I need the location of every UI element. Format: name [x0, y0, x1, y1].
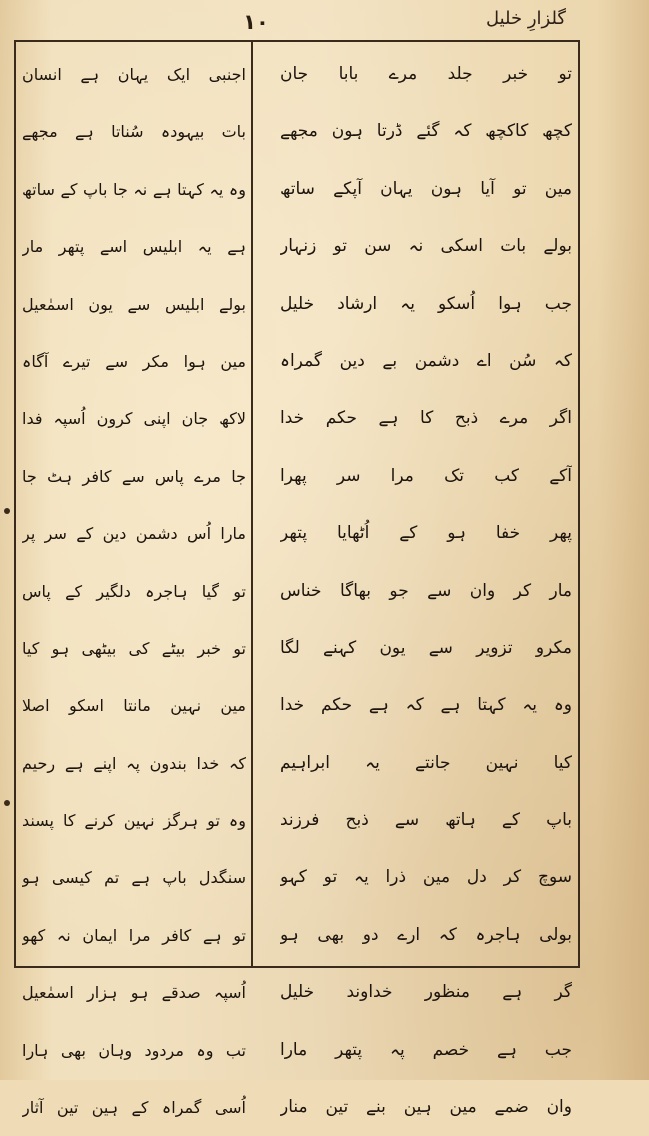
verse-line: ہے یہ ابلیس اسے پتھر مار: [22, 237, 246, 257]
verse-line: وہ یہ کہتا ہے نہ جا باپ کے ساتھ: [22, 179, 246, 199]
verse-line: بولے ابلیس سے یون اسمٰعیل: [22, 294, 246, 314]
verse-line: جا مرے پاس سے کافر ہٹ جا: [22, 466, 246, 486]
verse-line: سنگدل باپ ہے تم کیسی ہو: [22, 868, 246, 888]
verse-line: وہ تو ہرگز نہین کرنے کا پسند: [22, 811, 246, 831]
verse-line: اُسپہ صدقے ہو ہزار اسمٰعیل: [22, 983, 246, 1003]
verse-line: کہ خدا بندون پہ اپنے ہے رحیم: [22, 753, 246, 773]
verse-line: مارا اُس دشمن دین کے سر پر: [22, 524, 246, 544]
verse-line: آکے کب تک مرا سر پھرا: [280, 465, 572, 486]
right-column: [280, 46, 572, 1118]
running-title: گلزارِ خلیل: [485, 8, 566, 29]
verse-line: مین ہوا مکر سے تیرے آگاہ: [22, 351, 246, 371]
margin-mark: [4, 800, 10, 806]
verse-line: لاکھ جان اپنی کرون اُسپہ فدا: [22, 409, 246, 429]
margin-mark: [4, 508, 10, 514]
verse-line: تب وہ مردود وہان بھی ہارا: [22, 1040, 246, 1060]
left-column: [22, 46, 246, 1118]
verse-line: کیا نہین جانتے یہ ابراہیم: [280, 752, 572, 773]
verse-line: اگر مرے ذبح کا ہے حکم خدا: [280, 408, 572, 429]
verse-line: مین نہین مانتا اسکو اصلا: [22, 696, 246, 716]
verse-line: بولے بات اسکی نہ سن تو زنہار: [280, 236, 572, 257]
verse-line: گر ہے منظور خداوند خلیل: [280, 982, 572, 1003]
verse-line: پھر خفا ہو کے اُٹھایا پتھر: [280, 523, 572, 544]
verse-line: بات بیہودہ سُناتا ہے مجھے: [22, 122, 246, 142]
verse-line: جب ہے خصم پہ پتھر مارا: [280, 1039, 572, 1060]
verse-line: تو گیا ہاجرہ دلگیر کے پاس: [22, 581, 246, 601]
verse-line: وان ضمے مین ہین بنے تین منار: [280, 1097, 572, 1118]
verse-line: باپ کے ہاتھ سے ذبح فرزند: [280, 810, 572, 831]
verse-line: تو ہے کافر مرا ایمان نہ کھو: [22, 925, 246, 945]
verse-line: تو خبر بیٹے کی بیٹھی ہو کیا: [22, 638, 246, 658]
verse-line: اُسی گمراہ کے ہین تین آثار: [22, 1098, 246, 1118]
column-divider: [251, 40, 253, 968]
verse-line: مار کر وان سے جو بھاگا خناس: [280, 580, 572, 601]
verse-line: سوچ کر دل مین ذرا یہ تو کہو: [280, 867, 572, 888]
page-number: ۱۰: [243, 10, 269, 34]
verse-line: تو خبر جلد مرے بابا جان: [280, 64, 572, 84]
verse-line: کچھ کاکچھ کہ گئے ڈرتا ہون مجھے: [280, 121, 572, 142]
verse-line: جب ہوا اُسکو یہ ارشاد خلیل: [280, 293, 572, 314]
verse-line: کہ سُن اے دشمن بے دین گمراہ: [280, 350, 572, 371]
verse-line: بولی ہاجرہ کہ ارے دو بھی ہو: [280, 924, 572, 945]
page-header: [0, 4, 649, 38]
verse-line: وہ یہ کہتا ہے کہ ہے حکم خدا: [280, 695, 572, 716]
verse-line: مین تو آیا ہون یہان آپکے ساتھ: [280, 178, 572, 199]
verse-line: اجنبی ایک یہان ہے انسان: [22, 65, 246, 84]
verse-line: مکرو تزویر سے یون کہنے لگا: [280, 637, 572, 658]
